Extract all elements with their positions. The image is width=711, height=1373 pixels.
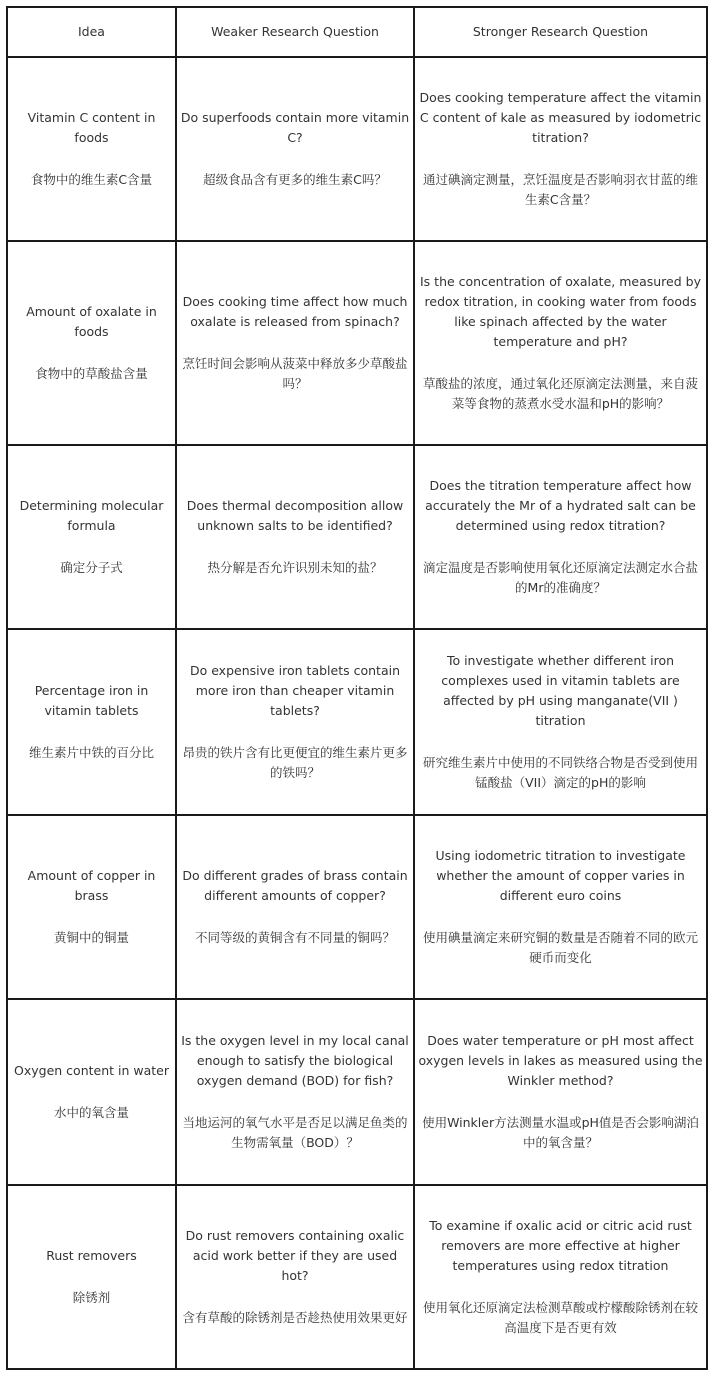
table-row xyxy=(7,999,707,1185)
weaker-cell xyxy=(176,1185,414,1369)
stronger-en: Does water temperature or pH most affect oxygen levels in lakes as measured using the Winkler method? xyxy=(418,1033,703,1088)
weaker-cell xyxy=(176,815,414,999)
weaker-cell xyxy=(176,629,414,815)
table-row xyxy=(7,815,707,999)
weaker-cell xyxy=(176,445,414,629)
table-row xyxy=(7,241,707,445)
idea-cell xyxy=(7,57,176,241)
weaker-cell xyxy=(176,999,414,1185)
idea-en: Determining molecular formula xyxy=(19,498,164,533)
idea-en: Rust removers xyxy=(46,1248,137,1263)
weaker-en: Do rust removers containing oxalic acid work better if they are used hot? xyxy=(185,1228,405,1283)
stronger-cell xyxy=(414,445,707,629)
stronger-cell xyxy=(414,999,707,1185)
idea-zh: 水中的氧含量 xyxy=(53,1105,129,1120)
weaker-cell xyxy=(176,241,414,445)
idea-zh: 黄铜中的铜量 xyxy=(53,930,129,945)
stronger-cell xyxy=(414,815,707,999)
header-row xyxy=(7,7,707,57)
idea-cell xyxy=(7,1185,176,1369)
table-row xyxy=(7,629,707,815)
idea-cell xyxy=(7,815,176,999)
stronger-zh: 滴定温度是否影响使用氧化还原滴定法测定水合盐的Mr的准确度？ xyxy=(422,560,698,595)
weaker-zh: 不同等级的黄铜含有不同量的铜吗？ xyxy=(194,930,395,945)
header-idea: Idea xyxy=(7,7,176,57)
weaker-zh: 超级食品含有更多的维生素C吗？ xyxy=(203,172,387,187)
weaker-en: Does cooking time affect how much oxalate is released from spinach? xyxy=(182,294,408,329)
idea-zh: 维生素片中铁的百分比 xyxy=(28,745,154,760)
weaker-en: Is the oxygen level in my local canal enough to satisfy the biological oxygen demand (BOD) for fish? xyxy=(181,1033,409,1088)
stronger-zh: 通过碘滴定测量，烹饪温度是否影响羽衣甘蓝的维生素C含量？ xyxy=(422,172,698,207)
weaker-en: Do expensive iron tablets contain more iron than cheaper vitamin tablets? xyxy=(189,663,401,718)
idea-zh: 确定分子式 xyxy=(60,560,123,575)
idea-en: Oxygen content in water xyxy=(14,1063,169,1078)
weaker-en: Does thermal decomposition allow unknown salts to be identified? xyxy=(186,498,404,533)
table-row xyxy=(7,1185,707,1369)
idea-en: Amount of oxalate in foods xyxy=(26,304,157,339)
idea-zh: 食物中的草酸盐含量 xyxy=(35,366,148,381)
weaker-zh: 含有草酸的除锈剂是否趁热使用效果更好 xyxy=(182,1310,408,1325)
stronger-zh: 使用Winkler方法测量水温或pH值是否会影响湖泊中的氧含量？ xyxy=(422,1115,699,1150)
idea-zh: 除锈剂 xyxy=(72,1290,111,1305)
stronger-cell xyxy=(414,57,707,241)
stronger-en: Does the titration temperature affect how accurately the Mr of a hydrated salt can be determined using redox titration? xyxy=(425,478,696,533)
stronger-cell xyxy=(414,1185,707,1369)
stronger-en: To investigate whether different iron complexes used in vitamin tablets are affected by pH using manganate(VII ) titration xyxy=(441,653,680,728)
stronger-cell xyxy=(414,241,707,445)
weaker-zh: 当地运河的氧气水平是否足以满足鱼类的生物需氧量（BOD）？ xyxy=(182,1115,408,1150)
idea-en: Percentage iron in vitamin tablets xyxy=(34,683,149,718)
stronger-en: Using iodometric titration to investigate whether the amount of copper varies in different euro coins xyxy=(435,848,686,903)
stronger-zh: 研究维生素片中使用的不同铁络合物是否受到使用锰酸盐（VII）滴定的pH的影响 xyxy=(422,755,698,790)
stronger-en: Does cooking temperature affect the vitamin C content of kale as measured by iodometric titration? xyxy=(419,90,702,145)
weaker-zh: 烹饪时间会影响从菠菜中释放多少草酸盐吗？ xyxy=(182,356,408,391)
weaker-zh: 昂贵的铁片含有比更便宜的维生素片更多的铁吗？ xyxy=(182,745,408,780)
idea-zh: 食物中的维生素C含量 xyxy=(30,172,153,187)
research-question-table xyxy=(6,6,708,1370)
idea-en: Vitamin C content in foods xyxy=(27,110,156,145)
idea-cell xyxy=(7,241,176,445)
header-weaker: Weaker Research Question xyxy=(176,7,414,57)
stronger-zh: 使用氧化还原滴定法检测草酸或柠檬酸除锈剂在较高温度下是否更有效 xyxy=(422,1300,698,1335)
idea-cell xyxy=(7,445,176,629)
idea-cell xyxy=(7,999,176,1185)
idea-cell xyxy=(7,629,176,815)
weaker-cell xyxy=(176,57,414,241)
stronger-cell xyxy=(414,629,707,815)
table-row xyxy=(7,57,707,241)
weaker-en: Do different grades of brass contain different amounts of copper? xyxy=(182,868,408,903)
stronger-zh: 草酸盐的浓度，通过氧化还原滴定法测量，来自菠菜等食物的蒸煮水受水温和pH的影响？ xyxy=(422,376,698,411)
header-stronger: Stronger Research Question xyxy=(414,7,707,57)
weaker-zh: 热分解是否允许识别未知的盐？ xyxy=(207,560,383,575)
idea-en: Amount of copper in brass xyxy=(27,868,156,903)
stronger-en: Is the concentration of oxalate, measured by redox titration, in cooking water from foods like spinach affected by the water temperature and pH? xyxy=(420,274,701,349)
weaker-en: Do superfoods contain more vitamin C? xyxy=(180,110,410,145)
stronger-zh: 使用碘量滴定来研究铜的数量是否随着不同的欧元硬币而变化 xyxy=(422,930,698,965)
table-row xyxy=(7,445,707,629)
stronger-en: To examine if oxalic acid or citric acid rust removers are more effective at higher temperatures using redox titration xyxy=(429,1218,692,1273)
